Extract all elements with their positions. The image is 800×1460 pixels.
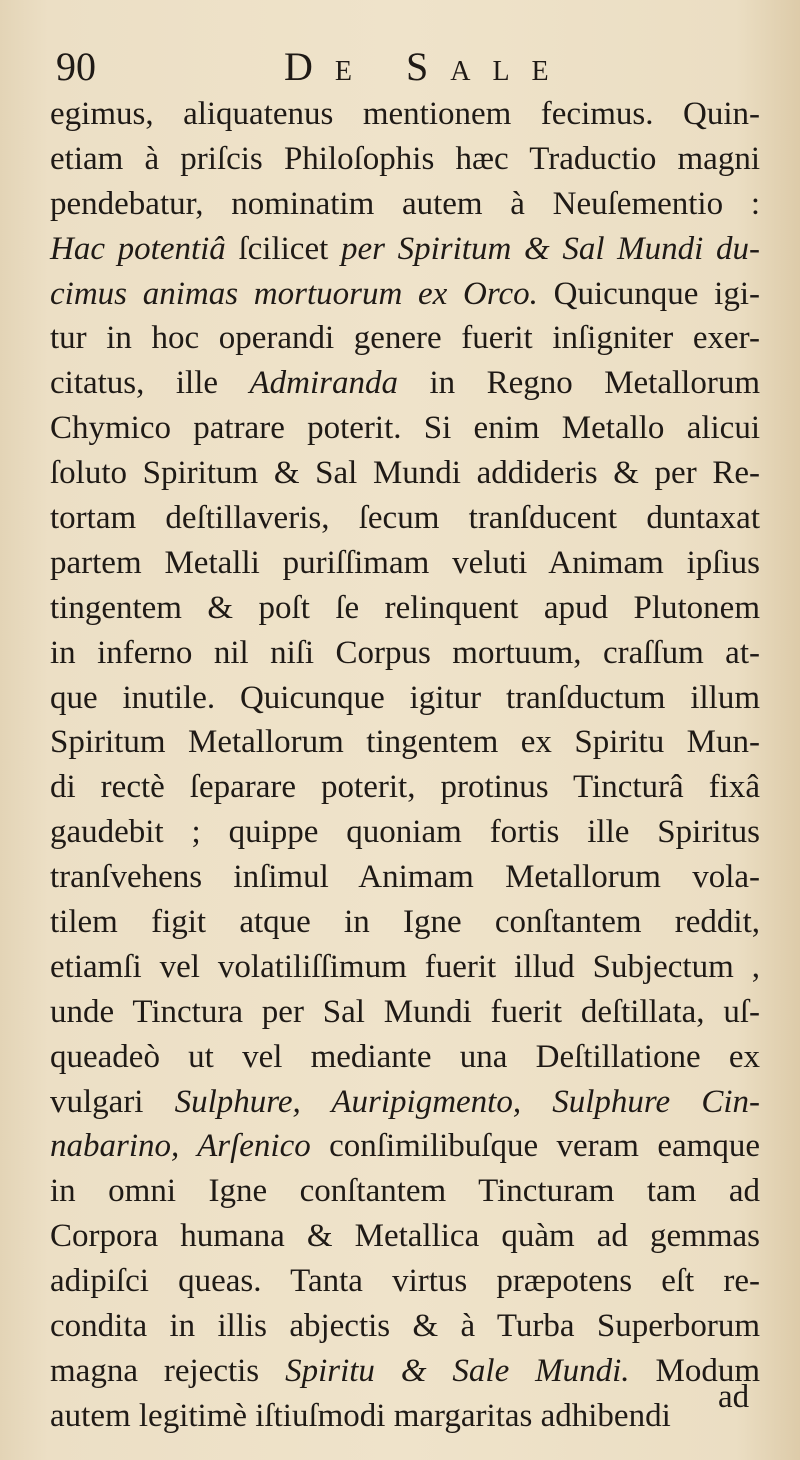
italic-text: Spiritu & Sale Mundi. (285, 1352, 630, 1389)
text-line (50, 137, 760, 182)
text-line (50, 631, 760, 676)
text-segment: Corpora humana & Metallica quàm ad gemmas (50, 1218, 760, 1255)
text-line (50, 810, 760, 855)
text-line (50, 1259, 760, 1304)
text-line (50, 990, 760, 1035)
text-line (50, 1394, 760, 1439)
catchword: ad (718, 1379, 750, 1415)
text-line (50, 1035, 760, 1080)
text-segment: egimus, aliquatenus mentionem fecimus. Quin- (50, 96, 760, 132)
body-text (50, 92, 760, 1439)
text-segment: tranſvehens inſimul Animam Metallorum vola- (50, 859, 760, 896)
text-line (50, 676, 760, 721)
italic-text: cimus animas mortuorum ex Orco. (50, 275, 538, 312)
text-segment: di rectè ſeparare poterit, protinus Tincturâ fixâ (50, 769, 760, 806)
text-line (50, 855, 760, 900)
text-line (50, 406, 760, 451)
text-line (50, 1169, 760, 1214)
text-segment: etiamſi vel volatiliſſimum fuerit illud Subjectum , (50, 948, 760, 985)
text-segment: partem Metalli puriſſimam veluti Animam ipſius (50, 544, 760, 581)
text-segment: tortam deſtillaveris, ſecum tranſducent duntaxat (50, 500, 760, 537)
text-segment: Modum (629, 1352, 760, 1389)
running-head: De Sale (284, 44, 571, 89)
text-line (50, 1349, 760, 1394)
text-segment: etiam à priſcis Philoſophis hæc Traductio magni (50, 140, 760, 177)
text-segment: vulgari (50, 1083, 175, 1120)
text-line (50, 1080, 760, 1125)
text-line (50, 182, 760, 227)
page-header (52, 42, 752, 92)
page-number: 90 (56, 44, 96, 89)
italic-text: per Spiritum & Sal Mundi du- (340, 230, 760, 267)
italic-text: Hac potentiâ (50, 230, 226, 267)
text-line (50, 1124, 760, 1169)
text-line (50, 272, 760, 317)
text-segment: ſoluto Spiritum & Sal Mundi addideris & per Re- (50, 455, 760, 492)
text-segment: que inutile. Quicunque igitur tranſductum illum (50, 679, 760, 716)
text-segment: autem legitimè iſtiuſmodi margaritas adhibendi (50, 1397, 671, 1434)
text-segment: unde Tinctura per Sal Mundi fuerit deſtillata, uſ- (50, 993, 760, 1030)
italic-text: Admiranda (249, 365, 398, 402)
text-segment: Spiritum Metallorum tingentem ex Spiritu Mun- (50, 724, 760, 761)
text-segment: queadeò ut vel mediante una Deſtillatione ex (50, 1038, 760, 1075)
text-line (50, 227, 760, 272)
text-segment: conſimilibuſque veram eamque (310, 1128, 760, 1165)
text-line (50, 720, 760, 765)
text-segment: ſcilicet (225, 230, 341, 267)
text-segment: tur in hoc operandi genere fuerit inſigniter exer- (50, 320, 760, 357)
text-line (50, 316, 760, 361)
text-line (50, 1214, 760, 1259)
text-line (50, 586, 760, 631)
text-segment: tingentem & poſt ſe relinquent apud Plutonem (50, 589, 760, 626)
text-segment: gaudebit ; quippe quoniam fortis ille Spiritus (50, 814, 760, 851)
text-segment: in inferno nil niſi Corpus mortuum, craſſum at- (50, 634, 760, 671)
text-segment: pendebatur, nominatim autem à Neuſementio : (50, 185, 760, 222)
text-segment: in Regno Metallorum (397, 365, 760, 402)
text-segment: condita in illis abjectis & à Turba Superborum (50, 1308, 760, 1345)
text-segment: adipiſci queas. Tanta virtus præpotens eſt re- (50, 1263, 760, 1300)
text-line (50, 92, 760, 137)
italic-text: Sulphure, Auripigmento, Sulphure Cin- (174, 1083, 760, 1120)
text-line (50, 496, 760, 541)
italic-text: nabarino, Arſenico (50, 1128, 311, 1165)
text-segment: magna rejectis (50, 1352, 286, 1389)
text-segment: Quicunque igi- (537, 275, 760, 312)
text-line (50, 361, 760, 406)
text-segment: in omni Igne conſtantem Tincturam tam ad (50, 1173, 760, 1210)
text-line (50, 541, 760, 586)
text-line (50, 900, 760, 945)
text-segment: citatus, ille (50, 365, 250, 402)
text-line (50, 1304, 760, 1349)
text-line (50, 451, 760, 496)
text-segment: tilem figit atque in Igne conſtantem reddit, (50, 904, 760, 941)
text-segment: Chymico patrare poterit. Si enim Metallo alicui (50, 410, 760, 447)
text-line (50, 945, 760, 990)
text-line (50, 765, 760, 810)
